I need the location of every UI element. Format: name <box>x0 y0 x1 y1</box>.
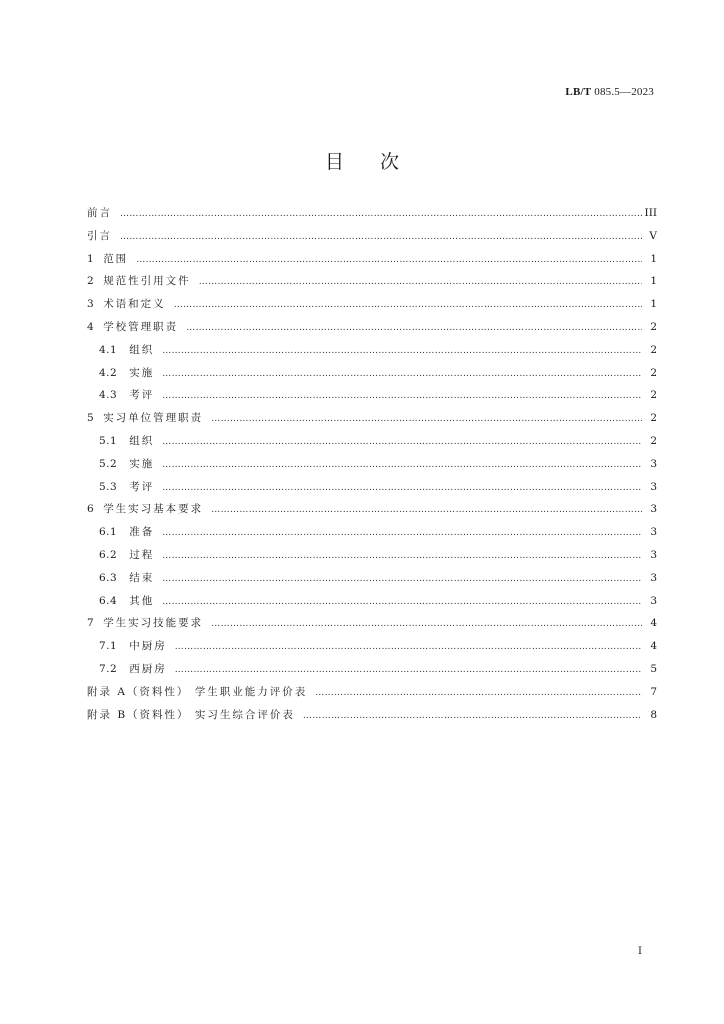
toc-entry-page: V <box>649 229 657 242</box>
toc-entry-label: 引言 <box>87 229 112 242</box>
toc-leader-dots <box>120 226 642 249</box>
toc-entry-number: 7.1 <box>99 640 118 653</box>
toc-entry-label: 考评 <box>129 389 155 402</box>
toc-entry-label: 规范性引用文件 <box>103 275 191 288</box>
toc-leader-dots <box>162 363 642 386</box>
toc-entry[interactable] <box>87 590 657 613</box>
toc-entry[interactable] <box>87 521 657 544</box>
toc-entry-page: 3 <box>650 571 657 584</box>
toc-entry-page: 5 <box>650 662 657 675</box>
toc-entry-page: 1 <box>650 252 657 265</box>
toc-leader-dots <box>162 568 642 591</box>
toc-entry[interactable] <box>87 384 657 407</box>
toc-leader-dots <box>162 340 642 363</box>
toc-entry-page: 2 <box>650 434 657 447</box>
toc-entry-label: 附录 B（资料性） 实习生综合评价表 <box>87 708 295 721</box>
toc-entry-label: 范围 <box>103 252 129 265</box>
toc-entry-label: 考评 <box>129 480 155 493</box>
toc-entry-page: 2 <box>650 343 657 356</box>
toc-entry-number: 6.3 <box>99 571 118 584</box>
toc-entry-label: 附录 A（资料性） 学生职业能力评价表 <box>87 685 308 698</box>
toc-entry[interactable] <box>87 202 657 225</box>
standard-code <box>565 86 654 98</box>
toc-entry[interactable] <box>87 248 657 271</box>
toc-entry-page: 4 <box>650 617 657 630</box>
toc-entry-page: 3 <box>650 480 657 493</box>
toc-entry-page: 8 <box>650 708 657 721</box>
toc-leader-dots <box>120 203 642 226</box>
toc-entry[interactable] <box>87 316 657 339</box>
toc-leader-dots <box>162 522 642 545</box>
toc-entry-label: 组织 <box>129 434 155 447</box>
toc-entry[interactable] <box>87 225 657 248</box>
toc-entry-number: 6.2 <box>99 548 118 561</box>
toc-entry[interactable] <box>87 362 657 385</box>
toc-entry-label: 学校管理职责 <box>103 320 179 333</box>
toc-leader-dots <box>162 545 642 568</box>
toc-entry-number: 4.2 <box>99 366 118 379</box>
toc-entry[interactable] <box>87 270 657 293</box>
toc-entry-number: 7.2 <box>99 662 118 675</box>
standard-code-number: 085.5—2023 <box>591 86 654 98</box>
toc-entry[interactable] <box>87 658 657 681</box>
toc-entry-number: 6.4 <box>99 594 118 607</box>
toc-entry-number: 5 <box>87 412 95 425</box>
toc-entry[interactable] <box>87 544 657 567</box>
toc-entry-label: 前言 <box>87 207 112 219</box>
toc-leader-dots <box>315 682 642 705</box>
toc-entry-number: 1 <box>87 252 95 265</box>
toc-entry-number: 3 <box>87 298 95 311</box>
toc-entry-label: 术语和定义 <box>103 298 166 311</box>
toc-leader-dots <box>162 477 642 500</box>
toc-entry-number: 5.2 <box>99 457 118 470</box>
toc-entry-number: 6 <box>87 503 95 516</box>
toc-entry-number: 4.3 <box>99 389 118 402</box>
toc-entry[interactable] <box>87 635 657 658</box>
toc-leader-dots <box>162 591 642 614</box>
toc-entry[interactable] <box>87 407 657 430</box>
toc-leader-dots <box>211 499 642 522</box>
toc-entry-label: 组织 <box>129 343 155 356</box>
toc-entry[interactable] <box>87 704 657 727</box>
toc-entry[interactable] <box>87 498 657 521</box>
toc-leader-dots <box>211 408 642 431</box>
toc-entry[interactable] <box>87 430 657 453</box>
toc-entry-label: 西厨房 <box>129 662 167 675</box>
toc-entry-number: 5.3 <box>99 480 118 493</box>
toc-entry-label: 实施 <box>129 457 155 470</box>
toc-entry-label: 中厨房 <box>129 640 167 653</box>
toc-entry[interactable] <box>87 476 657 499</box>
toc-entry-page: 3 <box>650 457 657 470</box>
standard-code-prefix: LB/T <box>565 86 592 98</box>
toc-entry-label: 实习单位管理职责 <box>103 412 204 425</box>
toc-entry-label: 结束 <box>129 571 155 584</box>
toc-entry-page: 2 <box>650 412 657 425</box>
toc-entry-page: 1 <box>650 275 657 288</box>
toc-entry-number: 5.1 <box>99 434 118 447</box>
toc-entry-page: 3 <box>650 594 657 607</box>
table-of-contents <box>87 202 657 726</box>
toc-entry-label: 实施 <box>129 366 155 379</box>
toc-entry-page: 2 <box>650 389 657 402</box>
toc-entry-page: 3 <box>650 548 657 561</box>
toc-entry-page: 7 <box>650 685 657 698</box>
toc-entry-page: 4 <box>650 640 657 653</box>
toc-leader-dots <box>174 294 642 317</box>
toc-entry-page: 2 <box>650 366 657 379</box>
toc-entry-page: 3 <box>650 503 657 516</box>
toc-entry[interactable] <box>87 567 657 590</box>
toc-leader-dots <box>199 271 642 294</box>
toc-entry[interactable] <box>87 293 657 316</box>
toc-leader-dots <box>303 705 642 728</box>
toc-entry-number: 2 <box>87 275 95 288</box>
toc-leader-dots <box>175 636 642 659</box>
toc-entry[interactable] <box>87 453 657 476</box>
toc-entry-label: 学生实习技能要求 <box>103 617 204 630</box>
toc-leader-dots <box>186 317 642 340</box>
toc-entry-label: 准备 <box>129 526 155 539</box>
toc-entry-number: 4.1 <box>99 343 118 356</box>
toc-entry-number: 7 <box>87 617 95 630</box>
toc-leader-dots <box>211 613 642 636</box>
page-number: I <box>638 946 642 957</box>
toc-entry-page: 3 <box>650 526 657 539</box>
toc-leader-dots <box>162 454 642 477</box>
toc-entry[interactable] <box>87 681 657 704</box>
toc-entry-page: 1 <box>650 298 657 311</box>
toc-leader-dots <box>175 659 642 682</box>
toc-entry[interactable] <box>87 612 657 635</box>
toc-entry-page: 2 <box>650 320 657 333</box>
toc-entry-label: 其他 <box>129 594 155 607</box>
toc-entry-number: 6.1 <box>99 526 118 539</box>
toc-entry-label: 过程 <box>129 548 155 561</box>
toc-entry-label: 学生实习基本要求 <box>103 503 204 516</box>
toc-title: 目次 <box>324 151 435 173</box>
toc-entry-number: 4 <box>87 320 95 333</box>
toc-leader-dots <box>162 385 642 408</box>
toc-entry[interactable] <box>87 339 657 362</box>
toc-leader-dots <box>162 431 642 454</box>
toc-entry-page: III <box>644 207 657 219</box>
toc-leader-dots <box>136 249 642 272</box>
